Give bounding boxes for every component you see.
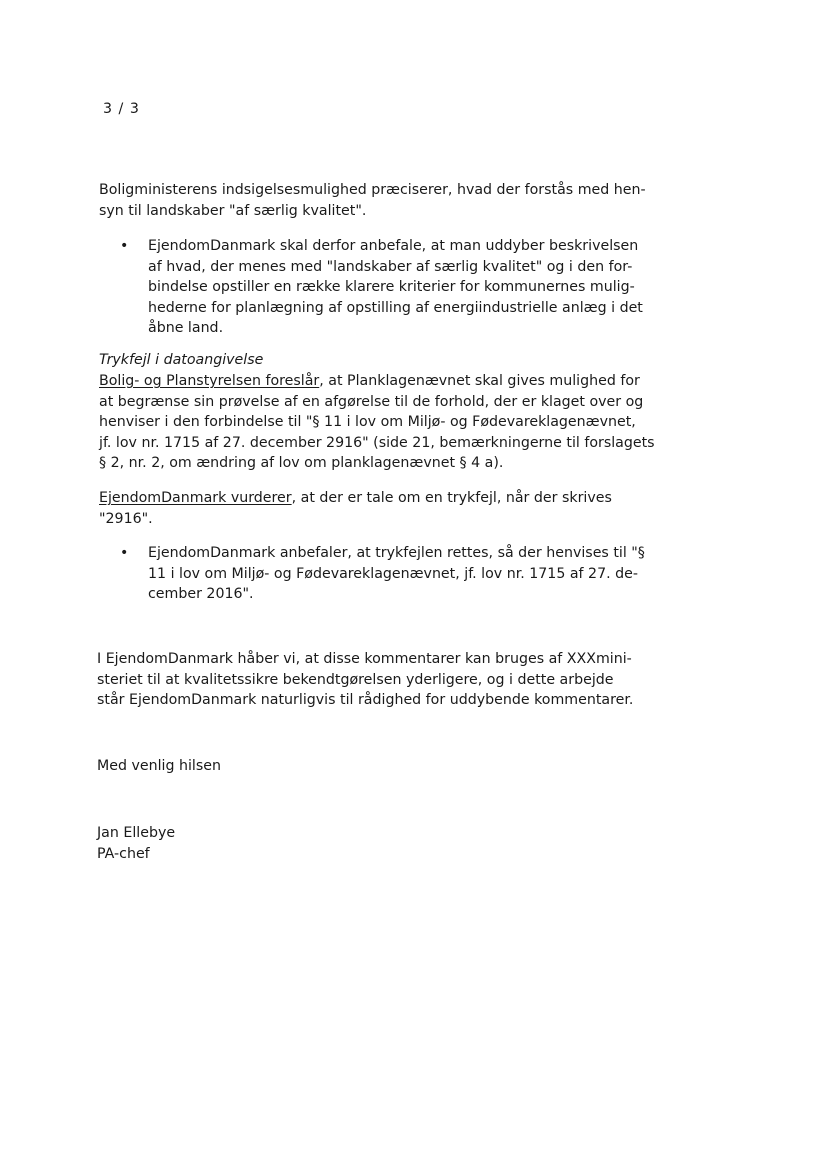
bullet-text [148, 543, 658, 605]
line-rest: , at der er tale om en trykfejl, når der skrives [291, 490, 612, 506]
page-number: 3 / 3 [103, 101, 140, 117]
bullet-line: af hvad, der menes med "landskaber af særlig kvalitet" og i den for- [148, 258, 633, 275]
bullet-line: åbne land. [148, 320, 224, 337]
section-line: jf. lov nr. 1715 af 27. december 2916" (side 21, bemærkningerne til forslagets [99, 434, 655, 451]
bullet-line: bindelse opstiller en række klarere kriterier for kommunernes mulig- [148, 279, 635, 296]
section-heading: Trykfejl i datoangivelse [99, 352, 264, 368]
section-line: henviser i den forbindelse til "§ 11 i lov om Miljø- og Fødevareklagenævnet, [99, 414, 636, 431]
bullet-item-recommendation-typo [118, 543, 658, 605]
section-paragraph [99, 371, 659, 474]
intro-line: syn til landskaber "af særlig kvalitet". [99, 202, 367, 219]
bullet-line: 11 i lov om Miljø- og Fødevareklagenævnet, jf. lov nr. 1715 af 27. de- [148, 565, 638, 582]
intro-paragraph [99, 180, 659, 221]
signature-title: PA-chef [97, 845, 150, 862]
bullet-item-recommendation-landscapes [118, 236, 658, 339]
assessment-line: "2916". [99, 510, 153, 527]
underlined-lead: EjendomDanmark vurderer [99, 490, 292, 506]
signature-name: Jan Ellebye [97, 825, 176, 841]
closing-paragraph [97, 649, 657, 711]
assessment-line [99, 488, 659, 509]
closing-line: I EjendomDanmark håber vi, at disse kommentarer kan bruges af XXXmini- [97, 651, 632, 667]
bullet-line: cember 2016". [148, 586, 254, 603]
underlined-lead: Bolig- og Planstyrelsen foreslår [99, 373, 320, 389]
bullet-text [148, 236, 658, 339]
section-line: § 2, nr. 2, om ændring af lov om planklagenævnet § 4 a). [99, 455, 504, 472]
intro-line: Boligministerens indsigelsesmulighed præciserer, hvad der forstås med hen- [99, 182, 646, 198]
section-line: at begrænse sin prøvelse af en afgørelse til de forhold, der er klaget over og [99, 393, 644, 410]
bullet-line: EjendomDanmark skal derfor anbefale, at man uddyber beskrivelsen [148, 238, 639, 254]
line-rest: , at Planklagenævnet skal gives mulighed for [319, 373, 640, 389]
bullet-icon: • [120, 545, 129, 561]
bullet-icon: • [120, 238, 129, 254]
salutation: Med venlig hilsen [97, 758, 221, 774]
closing-line: står EjendomDanmark naturligvis til rådighed for uddybende kommentarer. [97, 692, 634, 709]
section-line [99, 371, 659, 392]
signature-block [97, 823, 657, 864]
bullet-line: hederne for planlægning af opstilling af energiindustrielle anlæg i det [148, 299, 643, 316]
assessment-paragraph [99, 488, 659, 529]
bullet-line: EjendomDanmark anbefaler, at trykfejlen rettes, så der henvises til "§ [148, 545, 645, 561]
closing-line: steriet til at kvalitetssikre bekendtgørelsen yderligere, og i dette arbejde [97, 671, 614, 688]
